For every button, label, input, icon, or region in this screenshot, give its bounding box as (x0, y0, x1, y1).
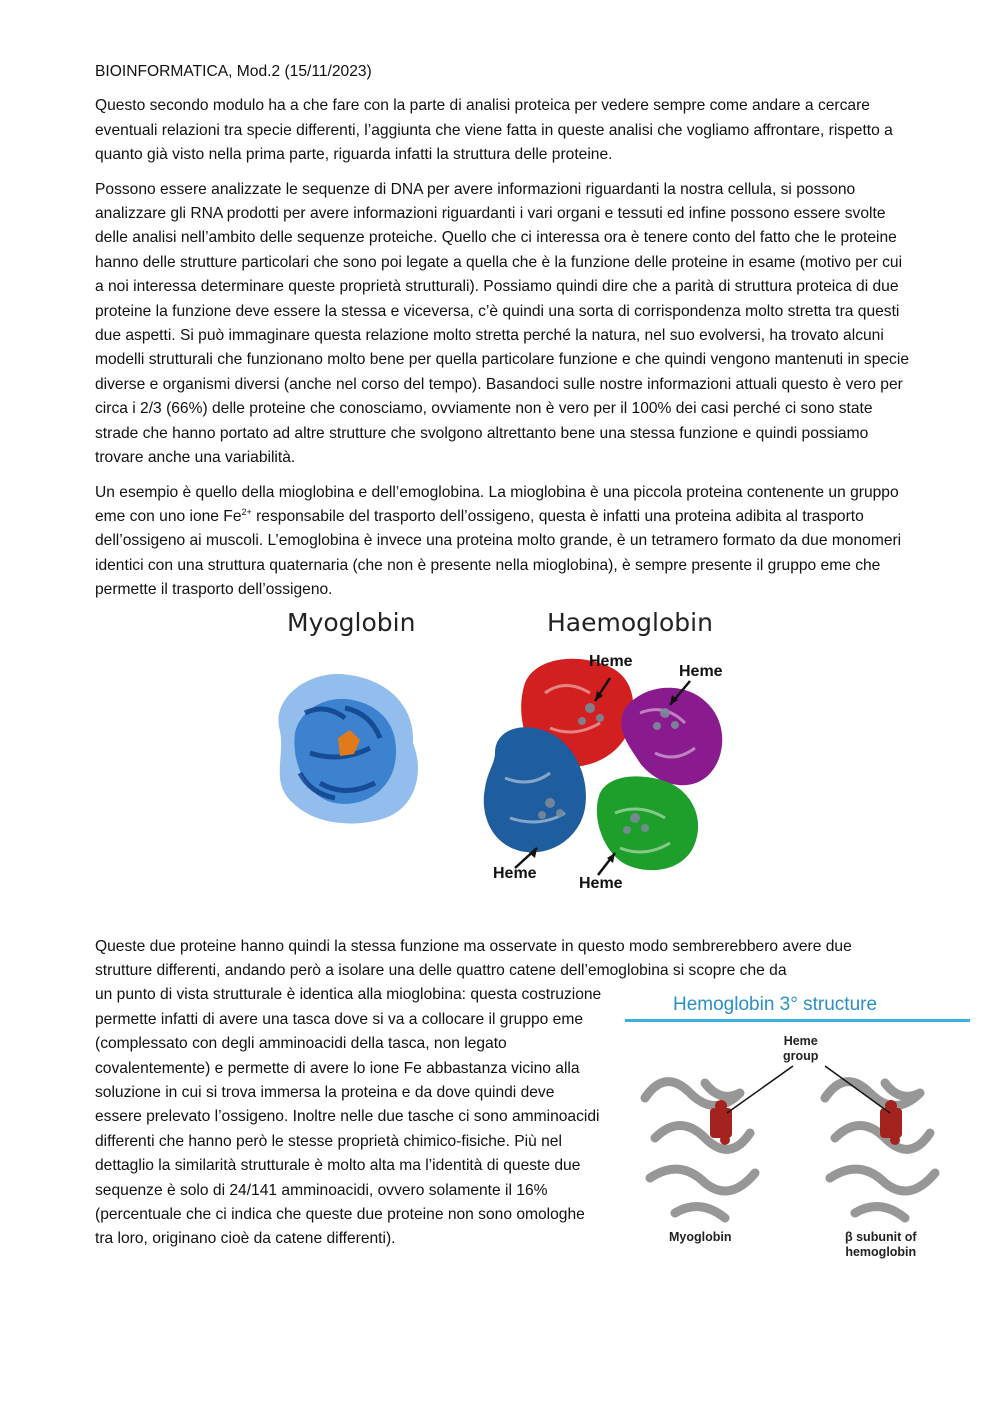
figure-myoglobin-haemoglobin (95, 607, 910, 913)
beta-subunit-caption: β subunit of hemoglobin (845, 1230, 917, 1260)
heme-label-bottom-right: Heme (579, 874, 623, 892)
document-header: BIOINFORMATICA, Mod.2 (15/11/2023) (95, 63, 372, 80)
paragraph-comparison-wrapped: un punto di vista strutturale è identica alla mioglobina: questa costruzione permette infatti di avere una tasca dove si va a collocare il gruppo eme (complessato con degli amminoacidi della tasca, non legato covalentemente) e permette di avere lo ione Fe abbastanza vicino alla soluzione in cui si trova immersa la proteina e da dove quindi deve essere prelevato l’ossigeno. Inoltre nelle due tasche ci sono amminoacidi differenti che hanno però le stesse proprietà chimico-fisiche. Più nel dettaglio la similarità strutturale è molto alta ma l’identità di queste due sequenze è solo di 24/141 amminoacidi, ovvero solamente il 16% (percentuale che ci indica che queste due proteine non sono omologhe tra loro, originano cioè da catene differenti). (95, 986, 602, 1248)
document-page (95, 60, 917, 1313)
haemoglobin-structure (484, 658, 722, 874)
myoglobin-title: Myoglobin (287, 607, 416, 637)
wrapped-section (95, 983, 917, 1313)
paragraph-intro: Questo secondo modulo ha a che fare con la parte di analisi proteica per vedere sempre come andare a cercare eventuali relazioni tra specie differenti, l’aggiunta che viene fatta in queste analisi che vogliamo affrontare, rispetto a quanto già visto nella prima parte, riguarda infatti la struttura delle proteine. (95, 97, 893, 164)
heme-label-top-right: Heme (679, 662, 723, 680)
paragraph-structure-function: Possono essere analizzate le sequenze di DNA per avere informazioni riguardanti la nostra cellula, si possono analizzare gli RNA prodotti per avere informazioni riguardanti i vari organi e tessuti ed infine possono essere svolte delle analisi nell’ambito delle sequenze proteiche. Quello che ci interessa ora è tenere conto del fatto che le proteine hanno delle strutture particolari che sono poi legate a quella che è la funzione delle proteine in esame (motivo per cui a noi interessa determinare queste proprietà strutturali). Possiamo quindi dire che a parità di struttura proteica di due proteine la funzione deve essere la stessa e viceversa, c’è quindi una sorta di corrispondenza molto stretta tra questi due aspetti. Si può immaginare questa relazione molto stretta perché la natura, nel suo evolversi, ha trovato alcuni modelli strutturali che funzionano molto bene per quella particolare funzione e che quindi vengono mantenuti in specie diverse e organismi diversi (anche nel corso del tempo). Basandoci sulle nostre informazioni attuali questo è vero per circa i 2/3 (66%) delle proteine che conosciamo, ovviamente non è vero per il 100% dei casi perché ci sono state strade che hanno portato ad altre strutture che svolgono altrettanto bene una stessa funzione e quindi possiamo trovare anche una variabilità. (95, 180, 909, 467)
heme-group-label: Heme group (783, 1034, 819, 1064)
myoglobin-structure (278, 674, 418, 823)
haemoglobin-title: Haemoglobin (547, 607, 713, 637)
heme-label-bottom-left: Heme (493, 864, 537, 882)
heme-label-top-left: Heme (589, 652, 633, 670)
myoglobin-caption: Myoglobin (669, 1230, 732, 1245)
superscript-charge: 2+ (241, 506, 252, 517)
paragraph-comparison: Queste due proteine hanno quindi la stessa funzione ma osservate in questo modo sembrerebbero avere due strutture differenti, andando però a isolare una delle quattro catene dell’emoglobina si scopre che da (95, 937, 852, 979)
figure-hemoglobin-3d-structure (615, 988, 975, 1273)
figure2-title: Hemoglobin 3° structure (673, 994, 878, 1016)
paragraph-example: Un esempio è quello della mioglobina e dell’emoglobina. La mioglobina è una piccola proteina contenente un gruppo eme con uno ione $Fe^{2+}$ responsabile del trasporto dell’ossigeno, questa è infatti una proteina adibita al trasporto dell’ossigeno ai muscoli. L’emoglobina è invece una proteina molto grande, è un tetramero formato da due monomeri identici con una struttura quaternaria (che non è presente nella mioglobina), è sempre presente il gruppo eme che permette il trasporto dell’ossigeno. (95, 483, 902, 599)
